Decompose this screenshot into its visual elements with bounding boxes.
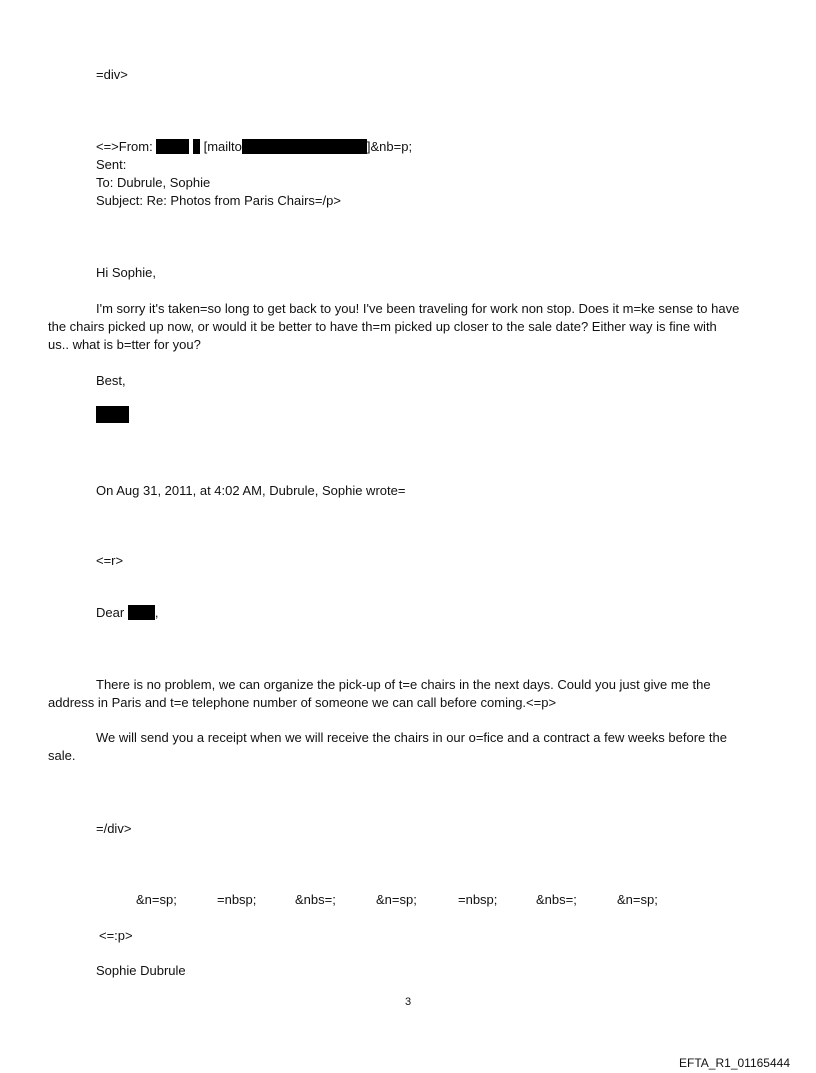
nbsp-token: =nbsp; [217,892,257,907]
nbsp-token: &n=sp; [376,892,417,907]
p-tag: <=:p> [99,928,133,943]
redacted-recipient-name [128,605,155,620]
r-tag: <=r> [96,553,124,568]
body1-line1: I'm sorry it's taken=so long to get back to you! I've been traveling for work non stop. Does it m=ke sense to have [96,301,740,316]
dear-comma: , [154,605,159,620]
redacted-sender-last [193,139,200,154]
div-open-tag: =div> [96,67,128,82]
quoted-header: On Aug 31, 2011, at 4:02 AM, Dubrule, Sophie wrote= [96,483,406,498]
body1-line2: the chairs picked up now, or would it be better to have th=m picked up closer to the sale date? Either way is fine with [48,319,717,334]
dear-line [96,604,158,621]
nbsp-token: =nbsp; [458,892,498,907]
redacted-signature [96,406,129,423]
nbsp-token: &n=sp; [617,892,658,907]
greeting: Hi Sophie, [96,265,156,280]
subject-line: Subject: Re: Photos from Paris Chairs=/p> [96,193,341,208]
body2-line1: There is no problem, we can organize the pick-up of t=e chairs in the next days. Could you just give me the [96,677,711,692]
mailto-label: [mailto [203,139,242,154]
from-label: <=>From: [96,139,153,154]
nbsp-token: &nbs=; [536,892,577,907]
body1-line3: us.. what is b=tter for you? [48,337,201,352]
redacted-email [242,139,367,154]
from-suffix: ]&nb=p; [366,139,413,154]
nbsp-token: &nbs=; [295,892,336,907]
body3-line1: We will send you a receipt when we will receive the chairs in our o=fice and a contract a few weeks before the [96,730,727,745]
document-id: EFTA_R1_01165444 [679,1056,790,1070]
body2-line2: address in Paris and t=e telephone number of someone we can call before coming.<=p> [48,695,557,710]
to-line: To: Dubrule, Sophie [96,175,211,190]
signature: Sophie Dubrule [96,963,186,978]
body3-line2: sale. [48,748,76,763]
dear-label: Dear [96,605,125,620]
sent-line: Sent: [96,157,127,172]
best-closing: Best, [96,373,126,388]
page-number: 3 [404,996,412,1008]
from-line [96,138,412,155]
nbsp-token: &n=sp; [136,892,177,907]
div-close-tag: =/div> [96,821,132,836]
redacted-sender-first [156,139,189,154]
